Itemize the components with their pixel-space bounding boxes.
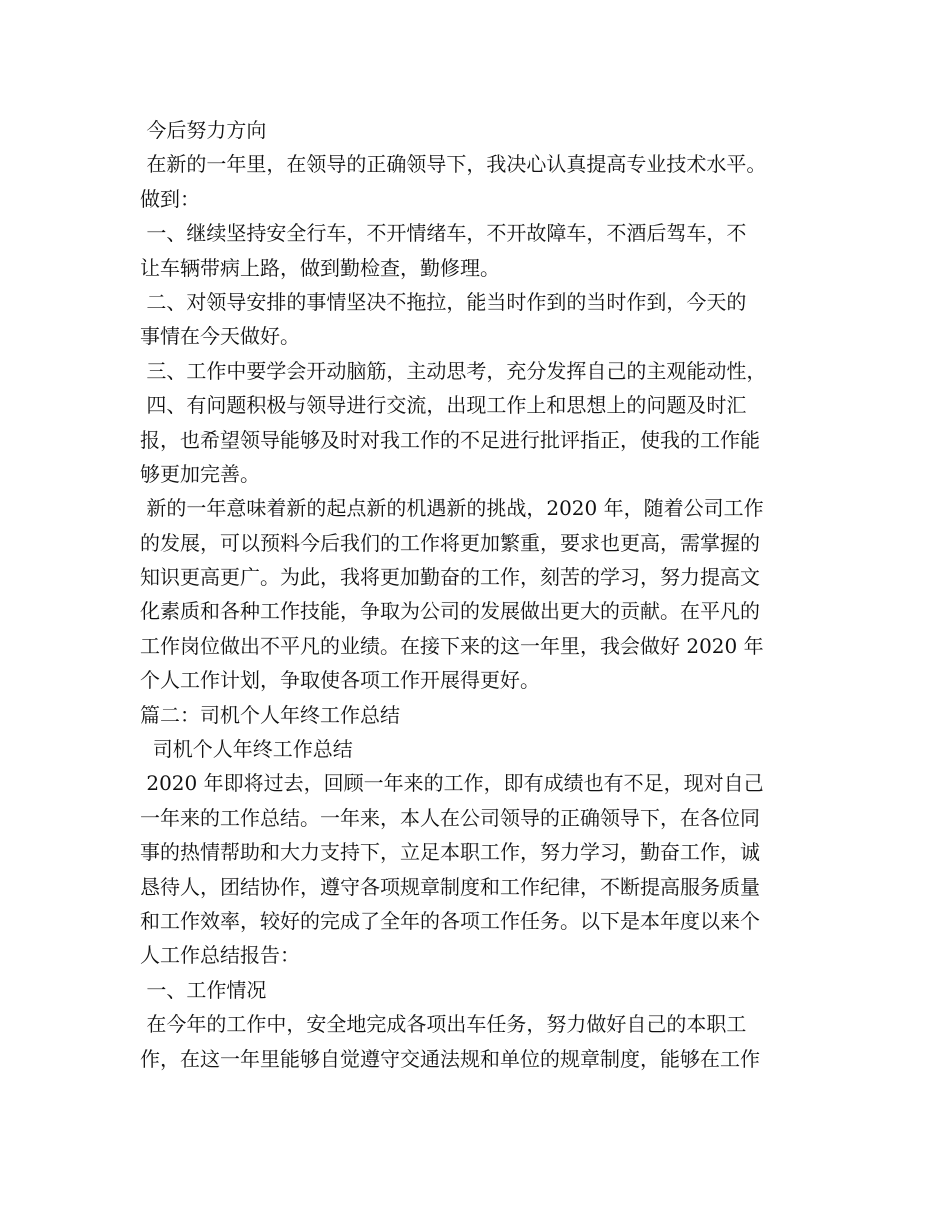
list-item-line: 二、对领导安排的事情坚决不拖拉，能当时作到的当时作到，今天的 xyxy=(140,289,747,314)
paragraph-line: 一年来的工作总结。一年来，本人在公司领导的正确领导下，在各位同 xyxy=(140,805,760,830)
list-item-line: 四、有问题积极与领导进行交流，出现工作上和思想上的问题及时汇 xyxy=(140,393,747,418)
paragraph-line: 事的热情帮助和大力支持下，立足本职工作，努力学习，勤奋工作，诚 xyxy=(140,840,760,865)
list-item-line: 一、继续坚持安全行车，不开情绪车，不开故障车，不酒后驾车，不 xyxy=(140,221,747,246)
paragraph-line: 个人工作计划，争取使各项工作开展得更好。 xyxy=(140,668,540,693)
list-item-line: 报，也希望领导能够及时对我工作的不足进行批评指正，使我的工作能 xyxy=(140,427,760,452)
paragraph-line: 2020 年即将过去，回顾一年来的工作，即有成绩也有不足，现对自己 xyxy=(140,771,764,796)
paragraph-line: 的发展，可以预料今后我们的工作将更加繁重，要求也更高，需掌握的 xyxy=(140,530,760,555)
paragraph-line: 人工作总结报告： xyxy=(140,943,300,968)
list-item-line: 让车辆带病上路，做到勤检查，勤修理。 xyxy=(140,255,500,280)
paragraph-line: 恳待人，团结协作，遵守各项规章制度和工作纪律，不断提高服务质量 xyxy=(140,874,760,899)
paragraph-line: 作，在这一年里能够自觉遵守交通法规和单位的规章制度，能够在工作 xyxy=(140,1046,760,1071)
list-item-line: 够更加完善。 xyxy=(140,461,260,486)
article-title: 司机个人年终工作总结 xyxy=(140,737,353,762)
paragraph-line: 化素质和各种工作技能，争取为公司的发展做出更大的贡献。在平凡的 xyxy=(140,599,760,624)
section-heading-future-direction: 今后努力方向 xyxy=(140,118,267,142)
paragraph-line: 在今年的工作中，安全地完成各项出车任务，努力做好自己的本职工 xyxy=(140,1012,747,1037)
section-heading-work-status: 一、工作情况 xyxy=(140,977,267,1002)
document-body xyxy=(140,113,830,1076)
paragraph-line: 新的一年意味着新的起点新的机遇新的挑战，2020 年，随着公司工作 xyxy=(140,496,764,521)
paragraph-line: 知识更高更广。为此，我将更加勤奋的工作，刻苦的学习，努力提高文 xyxy=(140,565,760,590)
paragraph-line: 做到： xyxy=(140,186,200,211)
chapter-heading: 篇二：司机个人年终工作总结 xyxy=(140,702,400,727)
list-item-line: 事情在今天做好。 xyxy=(140,324,300,349)
paragraph-line: 和工作效率，较好的完成了全年的各项工作任务。以下是本年度以来个 xyxy=(140,908,760,933)
paragraph-line: 工作岗位做出不平凡的业绩。在接下来的这一年里，我会做好 2020 年 xyxy=(140,633,764,658)
list-item-line: 三、工作中要学会开动脑筋，主动思考，充分发挥自己的主观能动性， xyxy=(140,358,767,383)
paragraph-line: 在新的一年里，在领导的正确领导下，我决心认真提高专业技术水平。 xyxy=(140,152,767,177)
